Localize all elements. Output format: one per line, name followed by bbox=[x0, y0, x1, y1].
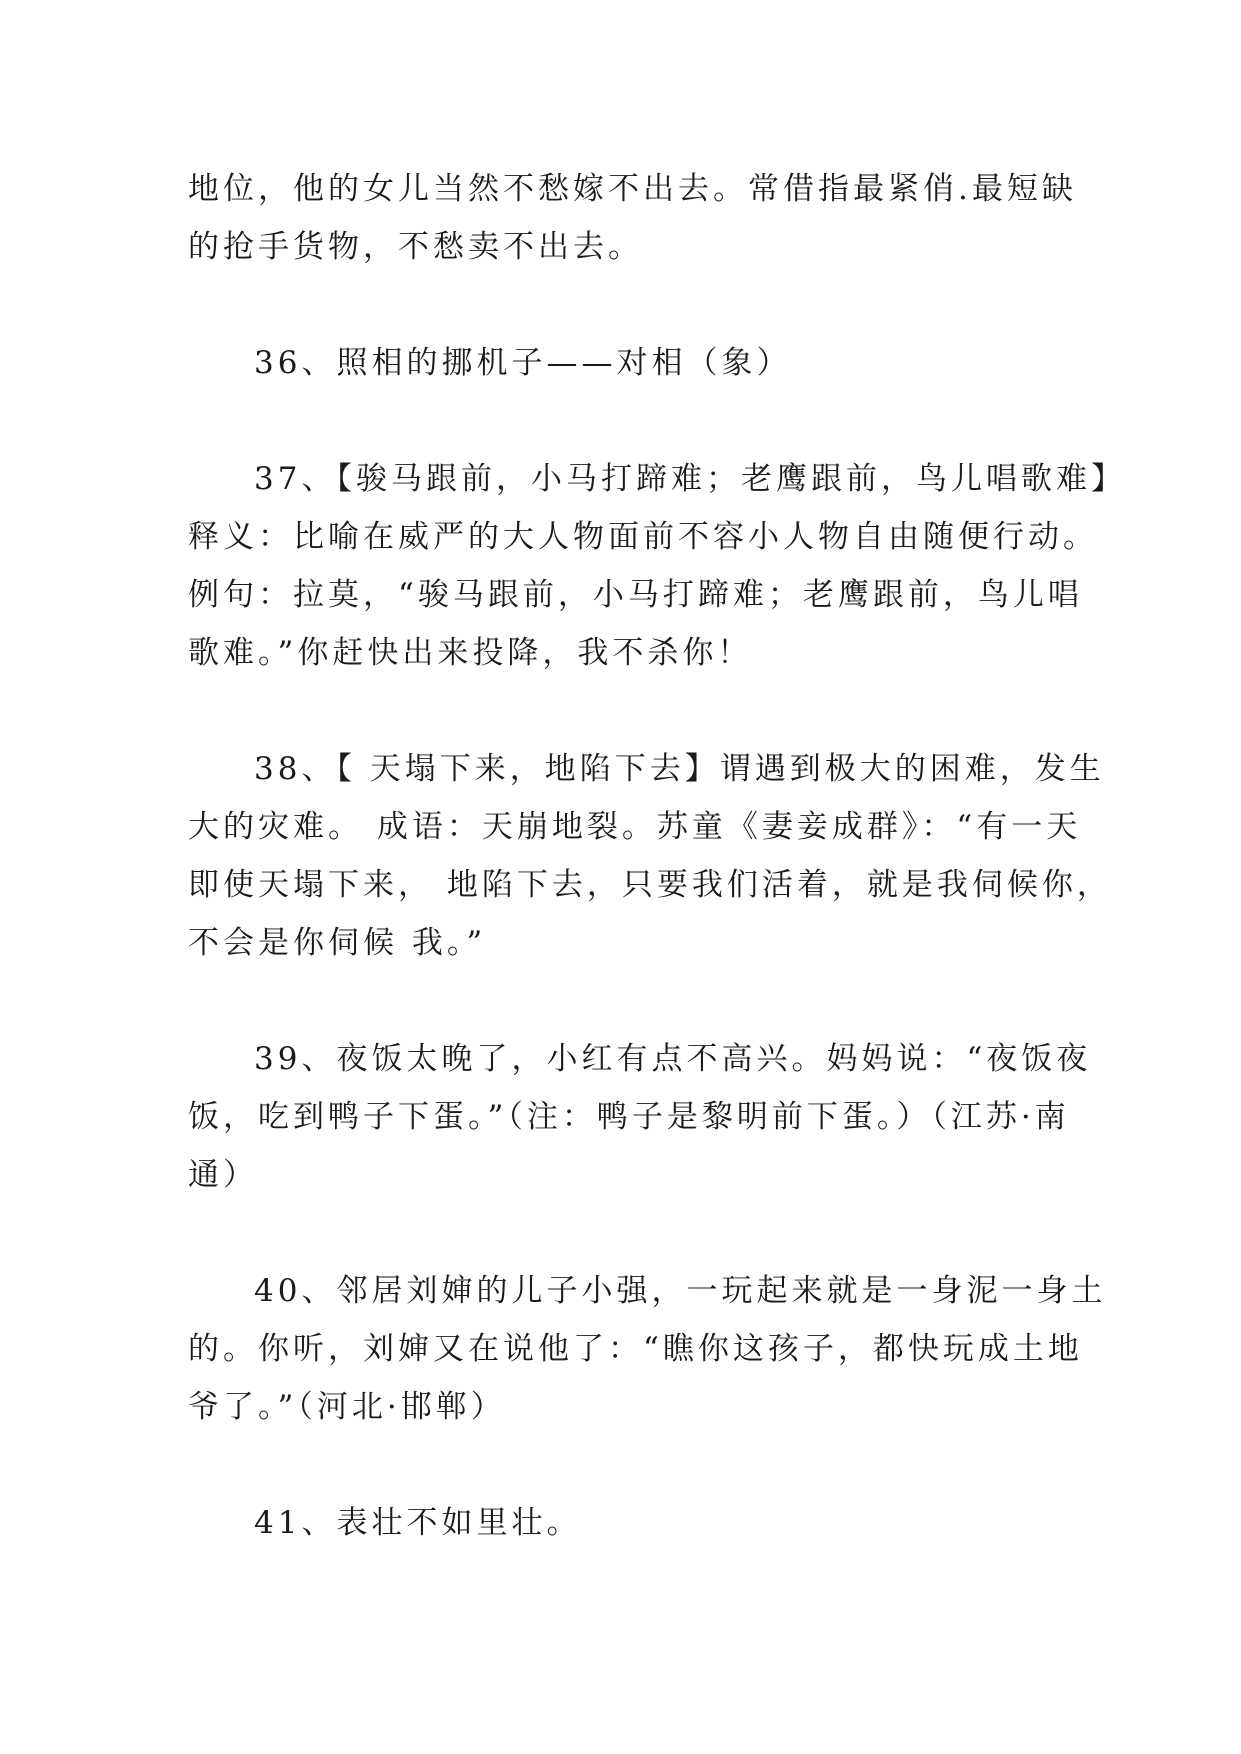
paragraph-gap bbox=[188, 1204, 1068, 1262]
paragraph-gap bbox=[188, 1436, 1068, 1494]
paragraph-gap bbox=[188, 972, 1068, 1030]
paragraph-41 bbox=[188, 1494, 1068, 1552]
paragraph-gap bbox=[188, 392, 1068, 450]
text-line: 41、表壮不如里壮。 bbox=[254, 1505, 582, 1541]
paragraph-gap bbox=[188, 276, 1068, 334]
document-body bbox=[188, 160, 1126, 1552]
paragraph-36 bbox=[188, 334, 1068, 392]
text-line: 饭，吃到鸭子下蛋。”（注：鸭子是黎明前下蛋。）（江苏·南 bbox=[188, 1099, 1070, 1135]
text-line: 通） bbox=[188, 1157, 258, 1193]
paragraph-continuation bbox=[188, 160, 1077, 276]
text-line: 大的灾难。 成语：天崩地裂。苏童《妻妾成群》：“有一天 bbox=[188, 809, 1082, 845]
text-line: 39、夜饭太晚了，小红有点不高兴。妈妈说：“夜饭夜 bbox=[254, 1041, 1092, 1077]
paragraph-38 bbox=[188, 740, 1112, 972]
text-line: 歌难。”你赶快出来投降，我不杀你！ bbox=[188, 635, 753, 671]
text-line: 37、【骏马跟前，小马打蹄难；老鹰跟前，鸟儿唱歌难】 bbox=[254, 461, 1126, 497]
text-line: 地位，他的女儿当然不愁嫁不出去。常借指最紧俏.最短缺 bbox=[188, 171, 1077, 207]
text-line: 40、邻居刘婶的儿子小强，一玩起来就是一身泥一身土 bbox=[254, 1273, 1107, 1309]
paragraph-39 bbox=[188, 1030, 1092, 1204]
text-line: 爷了。”（河北·邯郸） bbox=[188, 1389, 506, 1425]
paragraph-gap bbox=[188, 682, 1068, 740]
text-line: 例句：拉莫，“骏马跟前，小马打蹄难；老鹰跟前，鸟儿唱 bbox=[188, 577, 1083, 613]
text-line: 的。你听，刘婶又在说他了：“瞧你这孩子，都快玩成土地 bbox=[188, 1331, 1083, 1367]
paragraph-37 bbox=[188, 450, 1126, 682]
text-line: 释义：比喻在威严的大人物面前不容小人物自由随便行动。 bbox=[188, 519, 1098, 555]
text-line: 不会是你伺候 我。” bbox=[188, 925, 487, 961]
paragraph-40 bbox=[188, 1262, 1107, 1436]
text-line: 36、照相的挪机子——对相（象） bbox=[254, 345, 792, 381]
text-line: 38、【 天塌下来，地陷下去】谓遇到极大的困难，发生 bbox=[254, 751, 1105, 787]
text-line: 即使天塌下来， 地陷下去，只要我们活着，就是我伺候你， bbox=[188, 867, 1112, 903]
text-line: 的抢手货物，不愁卖不出去。 bbox=[188, 229, 643, 265]
